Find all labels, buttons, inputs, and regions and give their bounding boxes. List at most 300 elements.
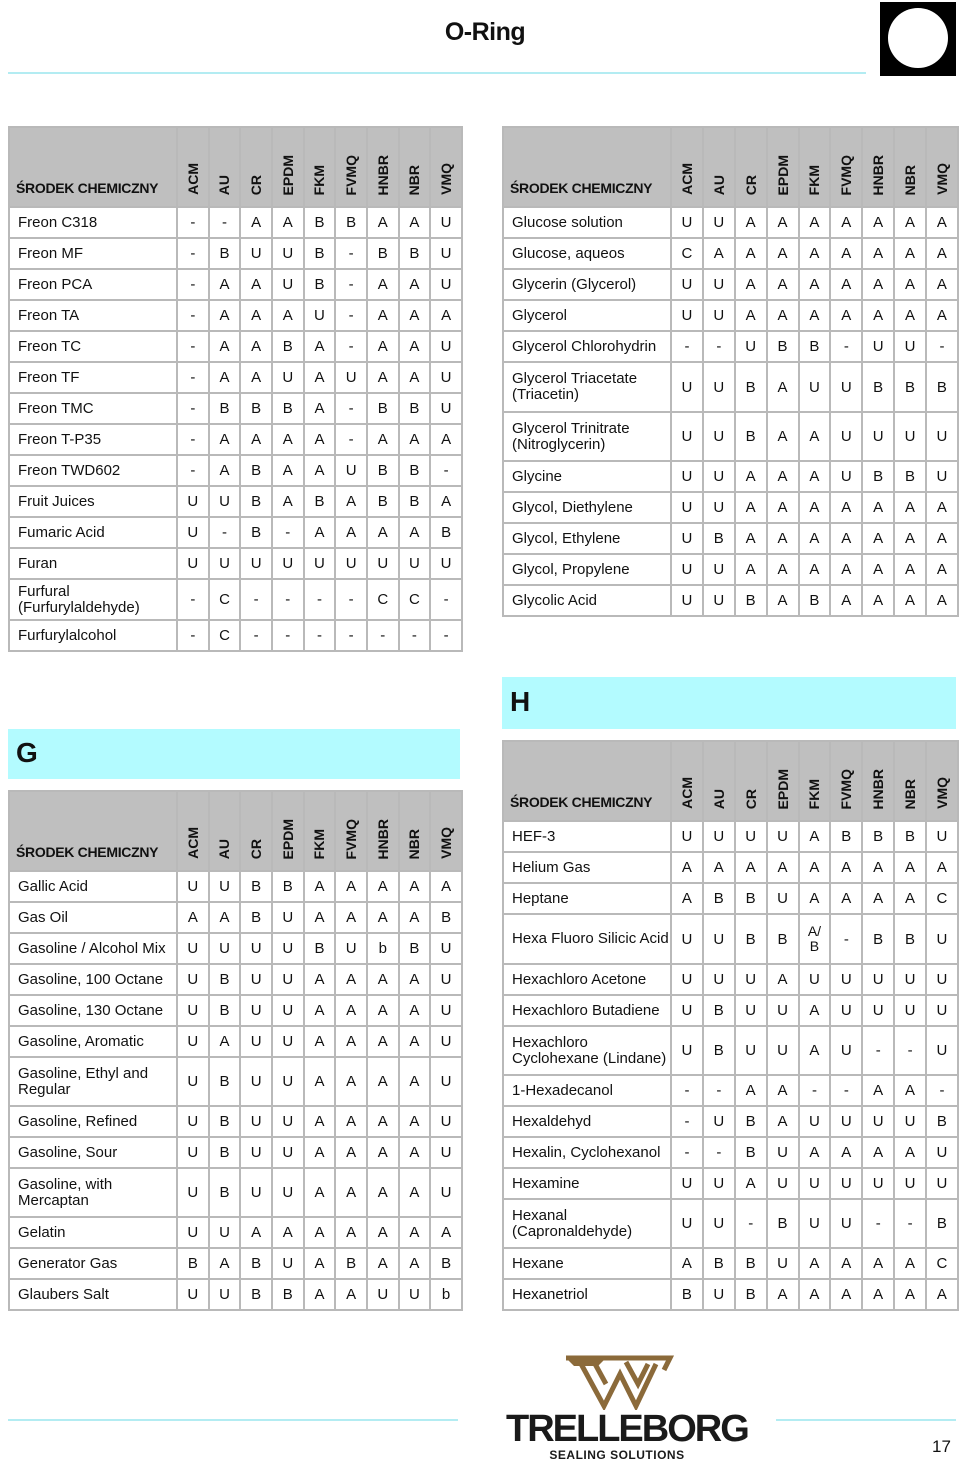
rating-cell: B bbox=[399, 486, 431, 517]
chemical-name bbox=[9, 871, 177, 902]
chemical-name-line: Gasoline, Sour bbox=[18, 1143, 118, 1161]
rating-cell: A bbox=[367, 1106, 399, 1137]
chemical-name-line: Glycerin (Glycerol) bbox=[512, 275, 637, 293]
chemical-name bbox=[503, 1026, 671, 1075]
rating-cell: U bbox=[830, 1026, 862, 1075]
rating-cell: A bbox=[671, 1248, 703, 1279]
rating-cell: A bbox=[894, 523, 926, 554]
rating-cell: U bbox=[703, 914, 735, 964]
rating-cell: B bbox=[367, 393, 399, 424]
rating-cell: U bbox=[272, 1106, 304, 1137]
rating-cell: A bbox=[799, 1137, 831, 1168]
rating-cell: U bbox=[367, 548, 399, 579]
rating-cell: - bbox=[177, 455, 209, 486]
chemical-name bbox=[9, 1217, 177, 1248]
logo-emblem-icon bbox=[506, 1354, 728, 1410]
chemical-name-line: Gasoline, 130 Octane bbox=[18, 1001, 164, 1019]
rating-cell: A bbox=[799, 1026, 831, 1075]
rating-cell: U bbox=[671, 1026, 703, 1075]
chemical-name bbox=[503, 238, 671, 269]
rating-cell: B bbox=[926, 1199, 958, 1248]
rating-cell: A bbox=[209, 362, 241, 393]
rating-cell: B bbox=[177, 1248, 209, 1279]
rating-cell: A bbox=[926, 269, 958, 300]
column-header-hnbr bbox=[862, 741, 894, 821]
rating-cell: A bbox=[926, 1279, 958, 1310]
rating-cell: B bbox=[735, 1137, 767, 1168]
rating-cell: A bbox=[735, 554, 767, 585]
rating-cell: A bbox=[862, 1248, 894, 1279]
chemical-name bbox=[9, 331, 177, 362]
rating-cell: B bbox=[272, 393, 304, 424]
chemical-name bbox=[503, 1199, 671, 1248]
rating-cell: A bbox=[367, 331, 399, 362]
rating-cell: A/ B bbox=[799, 914, 831, 964]
rating-cell: A bbox=[272, 207, 304, 238]
column-header-label: ACM bbox=[678, 163, 695, 195]
rating-cell: A bbox=[799, 461, 831, 492]
rating-cell: A bbox=[304, 331, 336, 362]
rating-cell: A bbox=[367, 269, 399, 300]
chemical-name bbox=[503, 1248, 671, 1279]
table-row bbox=[503, 1106, 958, 1137]
rating-cell: B bbox=[240, 1248, 272, 1279]
rating-cell: A bbox=[830, 1248, 862, 1279]
chemical-name bbox=[9, 1137, 177, 1168]
rating-cell: U bbox=[240, 933, 272, 964]
rating-cell: A bbox=[767, 412, 799, 461]
rating-cell: - bbox=[430, 579, 462, 620]
column-header-cr bbox=[735, 741, 767, 821]
rating-cell: B bbox=[703, 1248, 735, 1279]
column-header-vmq bbox=[926, 741, 958, 821]
rating-cell: B bbox=[894, 821, 926, 852]
column-header-cr bbox=[240, 791, 272, 871]
rating-cell: B bbox=[671, 1279, 703, 1310]
resistance-table-h bbox=[502, 740, 959, 1311]
rating-cell: A bbox=[862, 585, 894, 616]
column-header-label: EPDM bbox=[774, 154, 791, 195]
column-header-au bbox=[209, 127, 241, 207]
chemical-name bbox=[9, 1279, 177, 1310]
table-row bbox=[9, 548, 462, 579]
rating-cell: A bbox=[799, 1248, 831, 1279]
rating-cell: A bbox=[367, 362, 399, 393]
rating-cell: A bbox=[399, 1106, 431, 1137]
chemical-name bbox=[503, 1137, 671, 1168]
chemical-name-line: Freon TF bbox=[18, 368, 80, 386]
rating-cell: U bbox=[240, 1026, 272, 1057]
column-header-label: AU bbox=[710, 788, 727, 809]
column-header-fvmq bbox=[335, 791, 367, 871]
rating-cell: A bbox=[926, 300, 958, 331]
rating-cell: A bbox=[209, 331, 241, 362]
rating-cell: U bbox=[703, 461, 735, 492]
chemical-name bbox=[9, 1057, 177, 1106]
rating-cell: b bbox=[430, 1279, 462, 1310]
column-header-label: AU bbox=[216, 838, 233, 859]
rating-cell: U bbox=[894, 1168, 926, 1199]
chemical-name bbox=[503, 492, 671, 523]
rating-cell: U bbox=[240, 548, 272, 579]
column-header-acm bbox=[177, 127, 209, 207]
rating-cell: U bbox=[430, 964, 462, 995]
chemical-name-line: Freon TMC bbox=[18, 399, 94, 417]
chemical-name-line: Regular bbox=[18, 1080, 71, 1098]
rating-cell: B bbox=[830, 821, 862, 852]
rating-cell: B bbox=[240, 486, 272, 517]
rating-cell: A bbox=[304, 517, 336, 548]
table-row bbox=[503, 1168, 958, 1199]
rating-cell: U bbox=[177, 1137, 209, 1168]
rating-cell: - bbox=[177, 393, 209, 424]
rating-cell: B bbox=[703, 995, 735, 1026]
rating-cell: U bbox=[272, 548, 304, 579]
table-row bbox=[503, 492, 958, 523]
rating-cell: B bbox=[240, 1279, 272, 1310]
chemical-name bbox=[9, 362, 177, 393]
rating-cell: - bbox=[926, 1075, 958, 1106]
column-header-label: EPDM bbox=[279, 154, 296, 195]
rating-cell: - bbox=[335, 269, 367, 300]
rating-cell: A bbox=[209, 300, 241, 331]
rating-cell: A bbox=[767, 207, 799, 238]
chemical-name-line: Hexaldehyd bbox=[512, 1112, 592, 1130]
rating-cell: U bbox=[272, 933, 304, 964]
table-row bbox=[503, 1137, 958, 1168]
rating-cell: U bbox=[177, 1057, 209, 1106]
rating-cell: B bbox=[799, 331, 831, 362]
rating-cell: A bbox=[735, 492, 767, 523]
rating-cell: - bbox=[671, 1106, 703, 1137]
chemical-name bbox=[9, 1248, 177, 1279]
rating-cell: U bbox=[703, 269, 735, 300]
chemical-name-line: (Capronaldehyde) bbox=[512, 1222, 633, 1240]
table-row bbox=[9, 486, 462, 517]
column-header-label: FKM bbox=[311, 164, 328, 195]
column-header-nbr bbox=[894, 741, 926, 821]
rating-cell: B bbox=[767, 331, 799, 362]
table-row bbox=[9, 902, 462, 933]
rating-cell: B bbox=[735, 1248, 767, 1279]
rating-cell: U bbox=[209, 1217, 241, 1248]
table-row bbox=[503, 238, 958, 269]
rating-cell: U bbox=[367, 1279, 399, 1310]
chemical-name bbox=[503, 1075, 671, 1106]
rating-cell: A bbox=[862, 1137, 894, 1168]
footer-rule-right bbox=[776, 1419, 956, 1421]
chemical-name-line: Glycol, Propylene bbox=[512, 560, 630, 578]
chemical-name-line: Furfural bbox=[18, 582, 70, 600]
chemical-name bbox=[9, 455, 177, 486]
column-header-acm bbox=[671, 127, 703, 207]
rating-cell: - bbox=[671, 331, 703, 362]
rating-cell: A bbox=[830, 523, 862, 554]
rating-cell: A bbox=[240, 424, 272, 455]
rating-cell: U bbox=[430, 207, 462, 238]
table-row bbox=[9, 424, 462, 455]
circle-icon bbox=[888, 8, 948, 68]
rating-cell: A bbox=[367, 1057, 399, 1106]
rating-cell: U bbox=[430, 1106, 462, 1137]
rating-cell: B bbox=[894, 461, 926, 492]
table-row bbox=[503, 1026, 958, 1075]
rating-cell: U bbox=[703, 1279, 735, 1310]
rating-cell: A bbox=[830, 207, 862, 238]
rating-cell: U bbox=[272, 1168, 304, 1217]
rating-cell: B bbox=[703, 883, 735, 914]
rating-cell: U bbox=[767, 1248, 799, 1279]
rating-cell: A bbox=[430, 871, 462, 902]
rating-cell: A bbox=[304, 871, 336, 902]
rating-cell: A bbox=[735, 461, 767, 492]
table-row bbox=[9, 964, 462, 995]
rating-cell: U bbox=[703, 207, 735, 238]
rating-cell: A bbox=[240, 300, 272, 331]
footer-rule-left bbox=[8, 1419, 458, 1421]
chemical-name-line: Hexachloro Acetone bbox=[512, 970, 647, 988]
chemical-name-line: HEF-3 bbox=[512, 827, 556, 845]
table-row bbox=[503, 331, 958, 362]
rating-cell: U bbox=[830, 412, 862, 461]
column-header-hnbr bbox=[367, 127, 399, 207]
column-header-acm bbox=[671, 741, 703, 821]
rating-cell: A bbox=[767, 238, 799, 269]
rating-cell: U bbox=[272, 1057, 304, 1106]
rating-cell: U bbox=[926, 821, 958, 852]
rating-cell: U bbox=[862, 1106, 894, 1137]
table-row bbox=[503, 362, 958, 412]
rating-cell: B bbox=[926, 1106, 958, 1137]
rating-cell: U bbox=[430, 269, 462, 300]
rating-cell: U bbox=[335, 548, 367, 579]
rating-cell: C bbox=[209, 620, 241, 651]
rating-cell: A bbox=[799, 883, 831, 914]
table-row bbox=[503, 412, 958, 461]
rating-cell: U bbox=[177, 517, 209, 548]
rating-cell: U bbox=[272, 362, 304, 393]
column-header-nbr bbox=[894, 127, 926, 207]
rating-cell: U bbox=[430, 393, 462, 424]
column-header-au bbox=[209, 791, 241, 871]
rating-cell: C bbox=[209, 579, 241, 620]
rating-cell: A bbox=[830, 1137, 862, 1168]
page-title: O-Ring bbox=[444, 18, 526, 46]
rating-cell: A bbox=[926, 852, 958, 883]
rating-cell: A bbox=[399, 517, 431, 548]
rating-cell: B bbox=[894, 362, 926, 412]
rating-cell: U bbox=[430, 933, 462, 964]
rating-cell: A bbox=[767, 1279, 799, 1310]
rating-cell: U bbox=[894, 964, 926, 995]
rating-cell: B bbox=[430, 902, 462, 933]
rating-cell: C bbox=[926, 883, 958, 914]
column-header-fkm bbox=[799, 127, 831, 207]
rating-cell: U bbox=[926, 1168, 958, 1199]
rating-cell: U bbox=[799, 1106, 831, 1137]
column-header-vmq bbox=[926, 127, 958, 207]
rating-cell: U bbox=[399, 1279, 431, 1310]
rating-cell: U bbox=[735, 821, 767, 852]
chemical-name-line: Gallic Acid bbox=[18, 877, 89, 895]
rating-cell: A bbox=[399, 1057, 431, 1106]
rating-cell: U bbox=[671, 492, 703, 523]
column-header-fvmq bbox=[830, 127, 862, 207]
chemical-name bbox=[503, 585, 671, 616]
table-row bbox=[503, 300, 958, 331]
rating-cell: U bbox=[209, 871, 241, 902]
section-header-h bbox=[502, 677, 956, 729]
chemical-name bbox=[9, 517, 177, 548]
chemical-name bbox=[9, 964, 177, 995]
rating-cell: U bbox=[240, 238, 272, 269]
rating-cell: A bbox=[335, 902, 367, 933]
chemical-name bbox=[9, 902, 177, 933]
rating-cell: A bbox=[830, 269, 862, 300]
rating-cell: U bbox=[926, 995, 958, 1026]
rating-cell: U bbox=[671, 995, 703, 1026]
rating-cell: U bbox=[177, 1026, 209, 1057]
rating-cell: U bbox=[703, 1168, 735, 1199]
chemical-name bbox=[503, 300, 671, 331]
chemical-name-line: Hexamine bbox=[512, 1174, 580, 1192]
rating-cell: - bbox=[335, 579, 367, 620]
rating-cell: - bbox=[272, 579, 304, 620]
rating-cell: - bbox=[304, 620, 336, 651]
rating-cell: B bbox=[367, 238, 399, 269]
chemical-name-line: Heptane bbox=[512, 889, 569, 907]
rating-cell: U bbox=[703, 492, 735, 523]
rating-cell: A bbox=[894, 1279, 926, 1310]
rating-cell: A bbox=[799, 523, 831, 554]
rating-cell: U bbox=[335, 455, 367, 486]
rating-cell: U bbox=[177, 548, 209, 579]
rating-cell: A bbox=[799, 269, 831, 300]
rating-cell: A bbox=[799, 300, 831, 331]
rating-cell: - bbox=[177, 579, 209, 620]
chemical-name bbox=[503, 1279, 671, 1310]
chemical-name bbox=[503, 207, 671, 238]
chemical-name-line: Freon TWD602 bbox=[18, 461, 121, 479]
rating-cell: A bbox=[735, 1075, 767, 1106]
rating-cell: A bbox=[209, 269, 241, 300]
rating-cell: A bbox=[272, 486, 304, 517]
rating-cell: U bbox=[671, 207, 703, 238]
rating-cell: U bbox=[177, 1106, 209, 1137]
column-header-hnbr bbox=[367, 791, 399, 871]
column-header-label: ACM bbox=[184, 163, 201, 195]
rating-cell: A bbox=[735, 269, 767, 300]
rating-cell: A bbox=[367, 871, 399, 902]
chemical-name-line: Gasoline, Refined bbox=[18, 1112, 138, 1130]
chemical-name bbox=[9, 995, 177, 1026]
column-header-cr bbox=[735, 127, 767, 207]
rating-cell: U bbox=[767, 821, 799, 852]
rating-cell: A bbox=[209, 455, 241, 486]
rating-cell: A bbox=[799, 852, 831, 883]
rating-cell: A bbox=[430, 1217, 462, 1248]
column-header-chemical: ŚRODEK CHEMICZNY bbox=[503, 741, 671, 821]
rating-cell: B bbox=[209, 1057, 241, 1106]
rating-cell: A bbox=[862, 554, 894, 585]
chemical-name bbox=[503, 412, 671, 461]
rating-cell: U bbox=[430, 548, 462, 579]
rating-cell: U bbox=[830, 995, 862, 1026]
chemical-name-line: Hexanal bbox=[512, 1206, 568, 1224]
column-header-chemical: ŚRODEK CHEMICZNY bbox=[9, 791, 177, 871]
rating-cell: U bbox=[240, 1137, 272, 1168]
rating-cell: U bbox=[430, 1137, 462, 1168]
rating-cell: - bbox=[304, 579, 336, 620]
rating-cell: U bbox=[862, 995, 894, 1026]
rating-cell: A bbox=[767, 461, 799, 492]
rating-cell: A bbox=[430, 486, 462, 517]
column-header-epdm bbox=[272, 127, 304, 207]
chemical-name bbox=[503, 964, 671, 995]
rating-cell: A bbox=[399, 964, 431, 995]
rating-cell: A bbox=[304, 902, 336, 933]
rating-cell: U bbox=[767, 995, 799, 1026]
rating-cell: U bbox=[862, 964, 894, 995]
rating-cell: A bbox=[894, 1137, 926, 1168]
rating-cell: B bbox=[399, 455, 431, 486]
chemical-name bbox=[9, 269, 177, 300]
rating-cell: A bbox=[830, 883, 862, 914]
rating-cell: - bbox=[430, 455, 462, 486]
chemical-name-line: Hexalin, Cyclohexanol bbox=[512, 1143, 661, 1161]
section-letter-g: G bbox=[16, 737, 38, 768]
rating-cell: U bbox=[671, 964, 703, 995]
rating-cell: B bbox=[430, 517, 462, 548]
rating-cell: B bbox=[862, 461, 894, 492]
rating-cell: U bbox=[177, 1168, 209, 1217]
rating-cell: A bbox=[367, 1217, 399, 1248]
rating-cell: U bbox=[926, 914, 958, 964]
chemical-name bbox=[9, 620, 177, 651]
rating-cell: B bbox=[862, 362, 894, 412]
rating-cell: - bbox=[735, 1199, 767, 1248]
chemical-name-line: Mercaptan bbox=[18, 1191, 89, 1209]
rating-cell: A bbox=[894, 300, 926, 331]
rating-cell: A bbox=[799, 821, 831, 852]
rating-cell: A bbox=[304, 1057, 336, 1106]
column-header-vmq bbox=[430, 127, 462, 207]
rating-cell: U bbox=[767, 1026, 799, 1075]
column-header-label: CR bbox=[742, 174, 759, 195]
rating-cell: - bbox=[830, 331, 862, 362]
chemical-name-line: Fruit Juices bbox=[18, 492, 95, 510]
rating-cell: A bbox=[767, 585, 799, 616]
rating-cell: A bbox=[335, 964, 367, 995]
rating-cell: A bbox=[894, 269, 926, 300]
rating-cell: A bbox=[335, 1168, 367, 1217]
table-header-row bbox=[503, 127, 958, 207]
chemical-name-line: Glycol, Ethylene bbox=[512, 529, 621, 547]
rating-cell: U bbox=[735, 995, 767, 1026]
rating-cell: U bbox=[926, 1137, 958, 1168]
rating-cell: - bbox=[177, 207, 209, 238]
chemical-name bbox=[9, 933, 177, 964]
rating-cell: U bbox=[830, 461, 862, 492]
rating-cell: A bbox=[767, 852, 799, 883]
rating-cell: U bbox=[209, 1279, 241, 1310]
table-row bbox=[9, 1026, 462, 1057]
rating-cell: U bbox=[703, 821, 735, 852]
rating-cell: U bbox=[894, 995, 926, 1026]
rating-cell: U bbox=[894, 331, 926, 362]
rating-cell: A bbox=[799, 412, 831, 461]
chemical-name bbox=[503, 1168, 671, 1199]
